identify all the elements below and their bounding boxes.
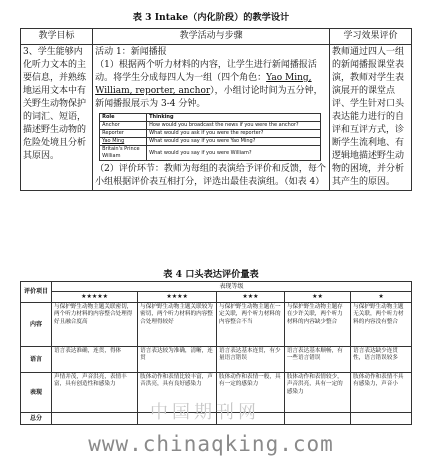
star-3: ★★★ <box>217 292 285 302</box>
header-goal: 教学目标 <box>21 29 93 45</box>
table3-caption: 表 3 Intake（内化阶段）的教学设计 <box>132 12 290 23</box>
role-cell: Anchor <box>100 122 147 130</box>
star-1: ★ <box>351 292 412 302</box>
total-cell <box>284 412 350 424</box>
total-cell <box>52 412 138 424</box>
activity-cell <box>93 45 330 191</box>
header-evaluation: 学习效果评价 <box>330 29 412 45</box>
row-label-language: 语言 <box>21 346 52 372</box>
activity-step-2: （2）评价环节：教师为每组的表演给予评价和反馈，每个小组根据评价表互相打分，评选出最佳表演组。（如表 4） <box>95 164 326 187</box>
role-thinking-table <box>99 113 321 161</box>
watermark-url: www.chinaqking.com <box>88 432 334 456</box>
role-cell: Reporter <box>100 130 147 138</box>
rubric-cell: 语言表达基本连贯，有少量语言错误 <box>217 346 285 372</box>
thinking-cell: What would you say if you were Yao Ming? <box>147 138 321 146</box>
rubric-cell: 肢体动作和表情一般，具有一定的感染力 <box>217 372 285 412</box>
row-label-performance: 表现 <box>21 372 52 412</box>
thinking-cell: What would you ask if you were the reporter? <box>147 130 321 138</box>
table4-caption: 表 4 口头表达评价量表 <box>163 269 259 280</box>
evaluation-cell: 教师通过四人一组的新闻播报课堂表演，教师对学生表演展开的课堂点评、学生针对口头表达能力进行的自评和互评方式，诊断学生流利地、有逻辑地描述野生动物的困境，并分析其产生的原因。 <box>330 45 412 191</box>
star-4: ★★★★ <box>138 292 217 302</box>
rubric-cell: 与保护野生动物主题存在少许关联，两个听力材料的内容缺少整合 <box>284 302 350 346</box>
row-label-total: 总分 <box>21 412 52 424</box>
row-label-content: 内容 <box>21 302 52 346</box>
role-cell: Britain's Prince William <box>100 146 147 161</box>
rubric-cell: 与保护野生动物主题关联较为密切，两个听力材料的内容整合处理得较好 <box>138 302 217 346</box>
role-cell: Yao Ming <box>100 138 147 146</box>
goal-cell: 3、学生能够内化听力文本的主要信息，并熟练地运用文本中有关野生动物保护的词汇、短语，描述野生动物的危险处境且分析其原因。 <box>21 45 93 191</box>
star-5: ★★★★★ <box>52 292 138 302</box>
rubric-cell: 语言表达准确，连贯，得体 <box>52 346 138 372</box>
thinking-header: Thinking <box>147 114 321 122</box>
rubric-cell: 与保护野生动物主题关联密切，两个听力材料的内容整合处理得好且融合度高 <box>52 302 138 346</box>
thinking-cell: What would you say if you were William? <box>147 146 321 161</box>
activity-title: 活动 1：新闻播报 <box>95 47 167 57</box>
rubric-cell: 声情并茂，声音洪亮，表情丰富，具有创造性和感染力 <box>52 372 138 412</box>
header-activity: 教学活动与步骤 <box>93 29 330 45</box>
rubric-cell: 肢体动作和表情不具有感染力，声音小 <box>351 372 412 412</box>
rubric-cell: 肢体动作和表情比较丰富，声音洪亮，具有良好感染力 <box>138 372 217 412</box>
rubric-cell: 语言表达基本顺畅，有一些语言错误 <box>284 346 350 372</box>
rubric-cell: 肢体动作和表情较少，声音洪亮，具有一定的感染力 <box>284 372 350 412</box>
roles: Yao Ming, William, reporter, anchor <box>95 73 312 96</box>
role-header: Role <box>100 114 147 122</box>
rubric-cell: 与保护野生动物主题无关联，两个听力材料的内容没有整合 <box>351 302 412 346</box>
rubric-cell: 语言表达缺少连贯性，语言错误较多 <box>351 346 412 372</box>
rubric-cell: 与保护野生动物主题在一定关联，两个听力材料的内容整合不当 <box>217 302 285 346</box>
thinking-cell: How would you broadcast the news if you were the anchor? <box>147 122 321 130</box>
rubric-cell: 语言表达较为准确，清晰，连贯 <box>138 346 217 372</box>
watermark-chinese: 中国期刊网 <box>150 402 260 423</box>
level-header: 表现等级 <box>52 282 412 292</box>
star-2: ★★ <box>284 292 350 302</box>
teaching-design-table <box>20 28 412 191</box>
activity-step-1: （1）根据两个听力材料的内容，让学生进行新闻播报活动。将学生分成每四人为一组（四个角色：Yao Ming, William, reporter, anchor），小组讨论时间为五分钟，新闻播报展示为 3-4 分钟。 <box>95 60 323 109</box>
total-cell <box>351 412 412 424</box>
item-header: 评价项目 <box>21 282 52 303</box>
